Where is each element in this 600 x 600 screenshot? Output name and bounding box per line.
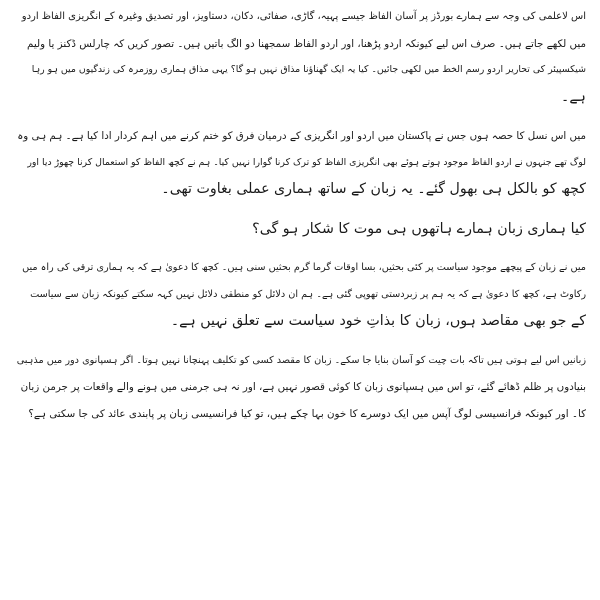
text-line: میں اس نسل کا حصہ ہوں جس نے پاکستان میں اردو اور انگریزی کے درمیان فرق کو ختم کرنے میں اہم کردار ادا کیا ہے۔ ہم ہی وہ xyxy=(17,130,586,142)
text-line: بنیادوں پر ظلم ڈھائے گئے، تو اس میں ہسپانوی زبان کا کوئی قصور نہیں ہے، اور نہ ہی جرمنی میں ہونے والے واقعات پر جرمن زبان xyxy=(20,381,586,393)
paragraph-1 xyxy=(14,4,586,110)
text-line: میں نے زبان کے پیچھے موجود سیاست پر کئی بحثیں، بسا اوقات گرما گرم بحثیں سنی ہیں۔ کچھ کا دعویٰ ہے کہ یہ ہماری ترقی کی راہ میں xyxy=(22,262,586,273)
text-line: زبانیں اس لیے ہوتی ہیں تاکہ بات چیت کو آسان بنایا جا سکے۔ زبان کا مقصد کسی کو تکلیف پہنچانا نہیں ہوتا۔ اگر ہسپانوی دور میں مذہبی xyxy=(16,354,586,366)
text-line: رکاوٹ ہے، کچھ کا دعویٰ ہے کہ یہ ہم پر زبردستی تھوپی گئی ہے۔ ہم ان دلائل کو منطقی دلائل نہیں کہہ سکتے کیونکہ زبان سے سیاست xyxy=(30,288,586,300)
paragraph-5 xyxy=(14,348,586,428)
text-line: ہے۔ xyxy=(561,88,586,105)
text-line: لوگ تھے جنہوں نے اردو الفاظ موجود ہوتے ہوئے بھی انگریزی الفاظ کو ترک کرنا گوارا نہیں کیا۔ ہم نے کچھ الفاظ کو استعمال کرنا چھوڑ دیا اور xyxy=(27,156,586,168)
question-heading: کیا ہماری زبان ہمارے ہاتھوں ہی موت کا شکار ہو گی؟ xyxy=(252,220,586,237)
paragraph-4 xyxy=(14,255,586,335)
text-line: کچھ کو بالکل ہی بھول گئے۔ یہ زبان کے ساتھ ہماری عملی بغاوت تھی۔ xyxy=(161,181,586,197)
paragraph-3 xyxy=(14,216,586,243)
text-line: میں لکھے جاتے ہیں۔ صرف اس لیے کیونکہ اردو پڑھنا، اور اردو الفاظ سمجھنا دو الگ باتیں ہیں۔ تصور کریں کہ چارلس ڈکنز یا ولیم xyxy=(27,37,586,50)
text-line: کا۔ اور کیونکہ فرانسیسی لوگ آپس میں ایک دوسرے کا خون بہا چکے ہیں، تو کیا فرانسیسی زبان پر پابندی عائد کی جا سکتی ہے؟ xyxy=(28,407,586,420)
text-line: شیکسپیئر کی تحاریر اردو رسم الخط میں لکھی جائیں۔ کیا یہ ایک گھناؤنا مذاق نہیں ہو گا؟ یہی مذاق ہماری روزمرہ کی زندگیوں میں ہو رہا xyxy=(31,64,586,75)
text-line: اس لاعلمی کی وجہ سے ہمارے بورڈز پر آسان الفاظ جیسے پہیہ، گاڑی، صفائی، دکان، دستاویز، اور تصدیق وغیرہ کے انگریزی الفاظ اردو xyxy=(21,11,586,22)
text-line: کے جو بھی مقاصد ہوں، زبان کا بذاتِ خود سیاست سے تعلق نہیں ہے۔ xyxy=(170,313,586,329)
paragraph-2 xyxy=(14,123,586,203)
